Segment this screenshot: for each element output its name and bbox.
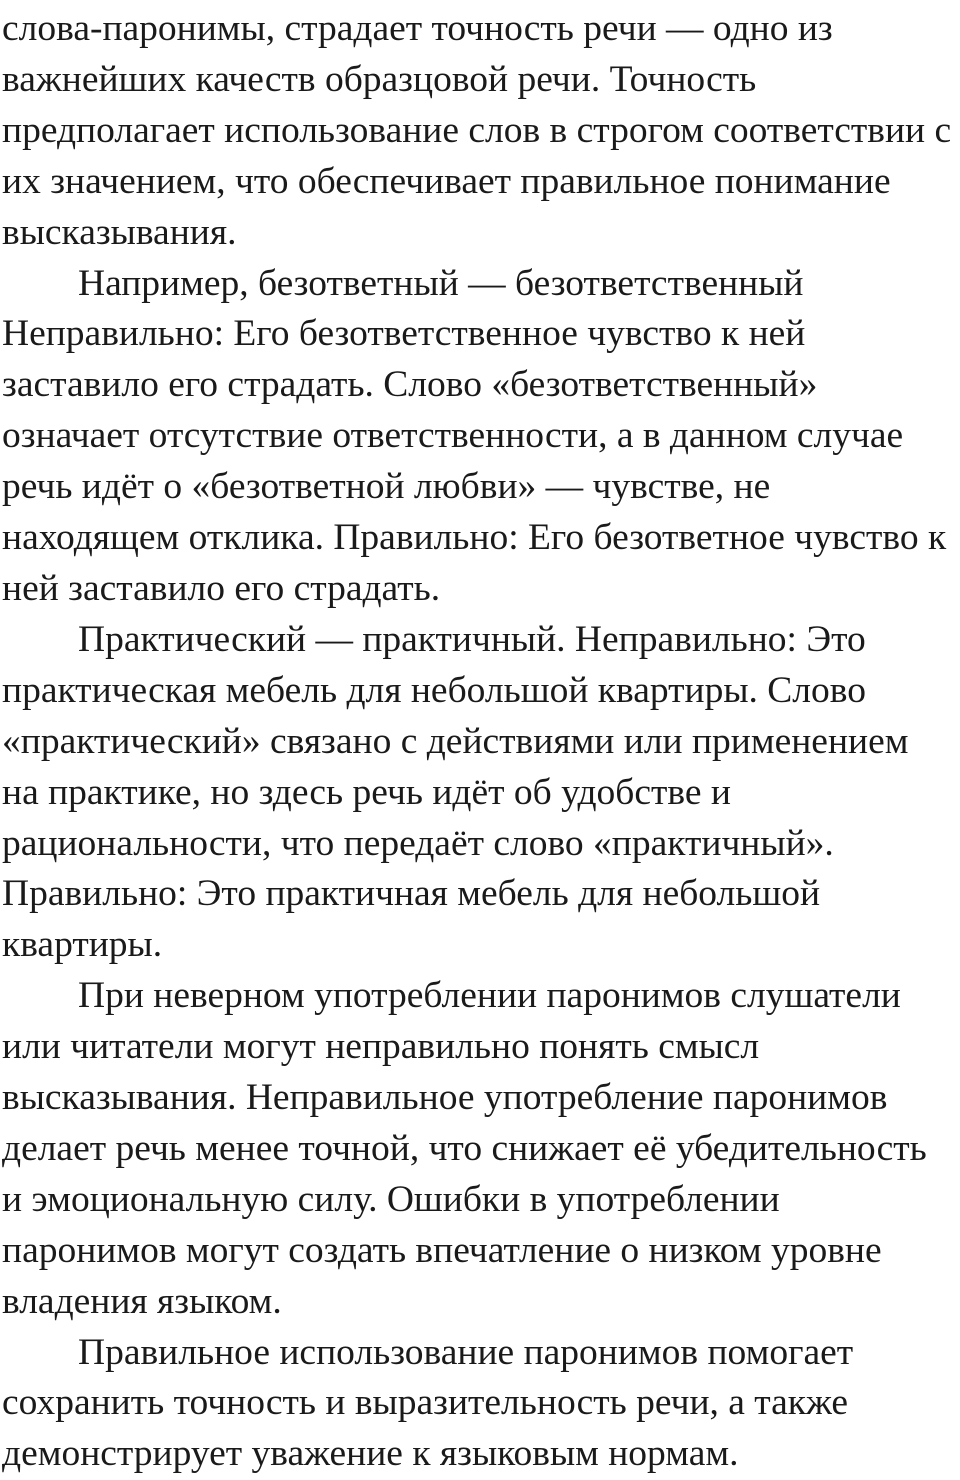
paragraph-example-bezotvetny: Например, безответный — безответственный Неправильно: Его безответственное чувство к ней заставило его страдать. Слово «безответственный» означает отсутствие ответственности, а в данном случае речь идёт о «безответной любви» — чувстве, не находящем отклика. Правильно: Его безответное чувство к ней заставило его страдать. xyxy=(2,262,947,609)
paragraph-example-praktichny: Практический — практичный. Неправильно: Это практическая мебель для небольшой квартиры. Слово «практический» связано с действиями или применением на практике, но здесь речь идёт об удобстве и рациональности, что передаёт слово «практичный». Правильно: Это практичная мебель для небольшой квартиры. xyxy=(2,618,909,966)
paragraph-correct-usage: Правильное использование паронимов помогает сохранить точность и выразительность речи, а также демонстрирует уважение к языковым нормам. xyxy=(2,1331,854,1475)
paragraph-misuse-consequences: При неверном употреблении паронимов слушатели или читатели могут неправильно понять смысл высказывания. Неправильное употребление паронимов делает речь менее точной, что снижает её убедительность и эмоциональную силу. Ошибки в употреблении паронимов могут создать впечатление о низком уровне владения языком. xyxy=(2,975,927,1322)
paragraph-accuracy-intro: слова-паронимы, страдает точность речи — одно из важнейших качеств образцовой речи. Точность предполагает использование слов в строгом соответствии с их значением, что обеспечивает правильное понимание высказывания. xyxy=(2,8,952,253)
